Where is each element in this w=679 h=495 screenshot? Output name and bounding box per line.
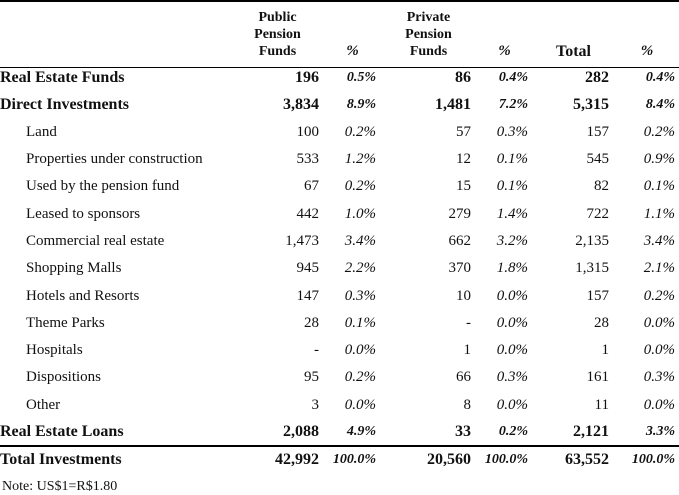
public-value: 2,088 xyxy=(283,423,319,440)
table-row xyxy=(0,364,679,391)
public-value: 28 xyxy=(304,314,319,331)
table-row xyxy=(0,419,679,446)
private-value: 66 xyxy=(456,369,471,386)
private-value: 1,481 xyxy=(435,95,471,113)
private-percent: 1.4% xyxy=(496,205,528,222)
table-row xyxy=(0,91,679,118)
private-percent: 0.3% xyxy=(496,123,528,140)
header-total-percent: % xyxy=(640,43,654,59)
private-value: 86 xyxy=(455,68,471,86)
table-row xyxy=(0,64,679,91)
public-percent: 0.2% xyxy=(344,178,376,195)
public-percent: 1.2% xyxy=(344,151,376,168)
public-percent: 0.3% xyxy=(344,287,376,304)
private-value: - xyxy=(466,314,471,331)
row-label: Total Investments xyxy=(0,446,230,473)
public-value: 67 xyxy=(304,178,319,195)
total-percent: 0.2% xyxy=(643,287,675,304)
public-percent: 0.2% xyxy=(344,123,376,140)
table-row xyxy=(0,446,679,473)
public-value: 147 xyxy=(296,287,319,304)
public-percent: 0.2% xyxy=(344,369,376,386)
header-private-pension-funds: Private Pension Funds xyxy=(405,10,452,59)
private-percent: 0.2% xyxy=(498,424,528,439)
public-percent: 0.5% xyxy=(346,69,376,85)
total-percent: 0.0% xyxy=(643,314,675,331)
row-label: Leased to sponsors xyxy=(26,205,141,222)
public-value: 100 xyxy=(296,123,319,140)
row-label: Shopping Malls xyxy=(26,260,122,277)
header-total: Total xyxy=(556,43,591,60)
public-value: 442 xyxy=(296,205,319,222)
total-value: 157 xyxy=(586,287,609,304)
total-percent: 0.3% xyxy=(643,369,675,386)
total-value: 1,315 xyxy=(575,260,609,277)
total-value: 82 xyxy=(594,178,609,195)
public-percent: 8.9% xyxy=(346,96,376,112)
public-value: - xyxy=(314,342,319,359)
header-public-pension-funds: Public Pension Funds xyxy=(254,10,301,59)
total-value: 63,552 xyxy=(532,446,615,473)
private-percent: 0.1% xyxy=(496,178,528,195)
row-label: Real Estate Loans xyxy=(0,423,124,440)
table-row xyxy=(0,146,679,173)
total-value: 161 xyxy=(586,369,609,386)
total-value: 722 xyxy=(586,205,609,222)
private-percent: 0.0% xyxy=(496,287,528,304)
private-value: 20,560 xyxy=(380,446,477,473)
table-row xyxy=(0,119,679,146)
public-value: 533 xyxy=(296,151,319,168)
table-row xyxy=(0,337,679,364)
public-percent: 2.2% xyxy=(344,260,376,277)
row-label: Used by the pension fund xyxy=(26,178,180,195)
total-value: 2,135 xyxy=(575,232,609,249)
private-value: 370 xyxy=(448,260,471,277)
private-percent: 1.8% xyxy=(496,260,528,277)
table-row xyxy=(0,392,679,419)
public-percent: 4.9% xyxy=(346,424,376,439)
row-label: Real Estate Funds xyxy=(0,68,125,86)
row-label: Dispositions xyxy=(26,369,102,386)
public-value: 1,473 xyxy=(285,232,319,249)
total-percent: 0.1% xyxy=(643,178,675,195)
private-value: 33 xyxy=(455,423,471,440)
public-percent: 1.0% xyxy=(344,205,376,222)
row-label: Theme Parks xyxy=(26,314,105,331)
public-percent: 3.4% xyxy=(344,232,376,249)
footnote: Note: US$1=R$1.80 xyxy=(2,479,118,494)
total-percent: 0.0% xyxy=(643,342,675,359)
total-value: 545 xyxy=(586,151,609,168)
header-private-percent: % xyxy=(498,43,511,59)
private-percent: 0.0% xyxy=(496,314,528,331)
header-public-percent: % xyxy=(346,43,359,59)
total-percent: 3.3% xyxy=(645,424,675,439)
table-row xyxy=(0,173,679,200)
table-row xyxy=(0,310,679,337)
total-percent: 1.1% xyxy=(643,205,675,222)
private-percent: 0.3% xyxy=(496,369,528,386)
total-percent: 0.4% xyxy=(645,69,675,85)
private-percent: 0.0% xyxy=(496,396,528,413)
private-percent: 0.4% xyxy=(498,69,528,85)
private-value: 1 xyxy=(463,342,471,359)
private-value: 12 xyxy=(456,151,471,168)
public-percent: 100.0% xyxy=(325,446,380,473)
total-percent: 0.0% xyxy=(643,396,675,413)
private-value: 15 xyxy=(456,178,471,195)
total-percent: 3.4% xyxy=(643,232,675,249)
header-label-blank xyxy=(0,0,230,64)
row-label: Properties under construction xyxy=(26,151,203,168)
total-percent: 100.0% xyxy=(615,446,679,473)
table-row xyxy=(0,282,679,309)
total-percent: 2.1% xyxy=(643,260,675,277)
private-value: 662 xyxy=(448,232,471,249)
private-percent: 7.2% xyxy=(498,96,528,112)
header-row xyxy=(0,0,679,64)
private-percent: 100.0% xyxy=(477,446,532,473)
total-value: 5,315 xyxy=(573,95,609,113)
public-percent: 0.0% xyxy=(344,396,376,413)
public-value: 196 xyxy=(295,68,319,86)
public-percent: 0.1% xyxy=(344,314,376,331)
public-value: 95 xyxy=(304,369,319,386)
total-value: 11 xyxy=(594,396,609,413)
private-value: 57 xyxy=(456,123,471,140)
row-label: Direct Investments xyxy=(0,95,130,113)
private-percent: 3.2% xyxy=(496,232,528,249)
public-value: 3,834 xyxy=(283,95,319,113)
total-percent: 8.4% xyxy=(645,96,675,112)
private-percent: 0.1% xyxy=(496,151,528,168)
header-rule xyxy=(0,67,679,68)
total-value: 28 xyxy=(594,314,609,331)
table-row xyxy=(0,255,679,282)
private-percent: 0.0% xyxy=(496,342,528,359)
private-value: 10 xyxy=(456,287,471,304)
total-value: 1 xyxy=(601,342,609,359)
row-label: Hospitals xyxy=(26,342,83,359)
row-label: Commercial real estate xyxy=(26,232,165,249)
total-value: 157 xyxy=(586,123,609,140)
row-label: Land xyxy=(26,123,57,140)
total-percent: 0.2% xyxy=(643,123,675,140)
table-row xyxy=(0,228,679,255)
total-percent: 0.9% xyxy=(643,151,675,168)
private-value: 279 xyxy=(448,205,471,222)
row-label: Other xyxy=(26,396,61,413)
private-value: 8 xyxy=(463,396,471,413)
total-value: 282 xyxy=(585,68,609,86)
row-label: Hotels and Resorts xyxy=(26,287,140,304)
table-row xyxy=(0,200,679,227)
total-value: 2,121 xyxy=(573,423,609,440)
public-percent: 0.0% xyxy=(344,342,376,359)
public-value: 3 xyxy=(311,396,319,413)
public-value: 42,992 xyxy=(230,446,325,473)
public-value: 945 xyxy=(296,260,319,277)
